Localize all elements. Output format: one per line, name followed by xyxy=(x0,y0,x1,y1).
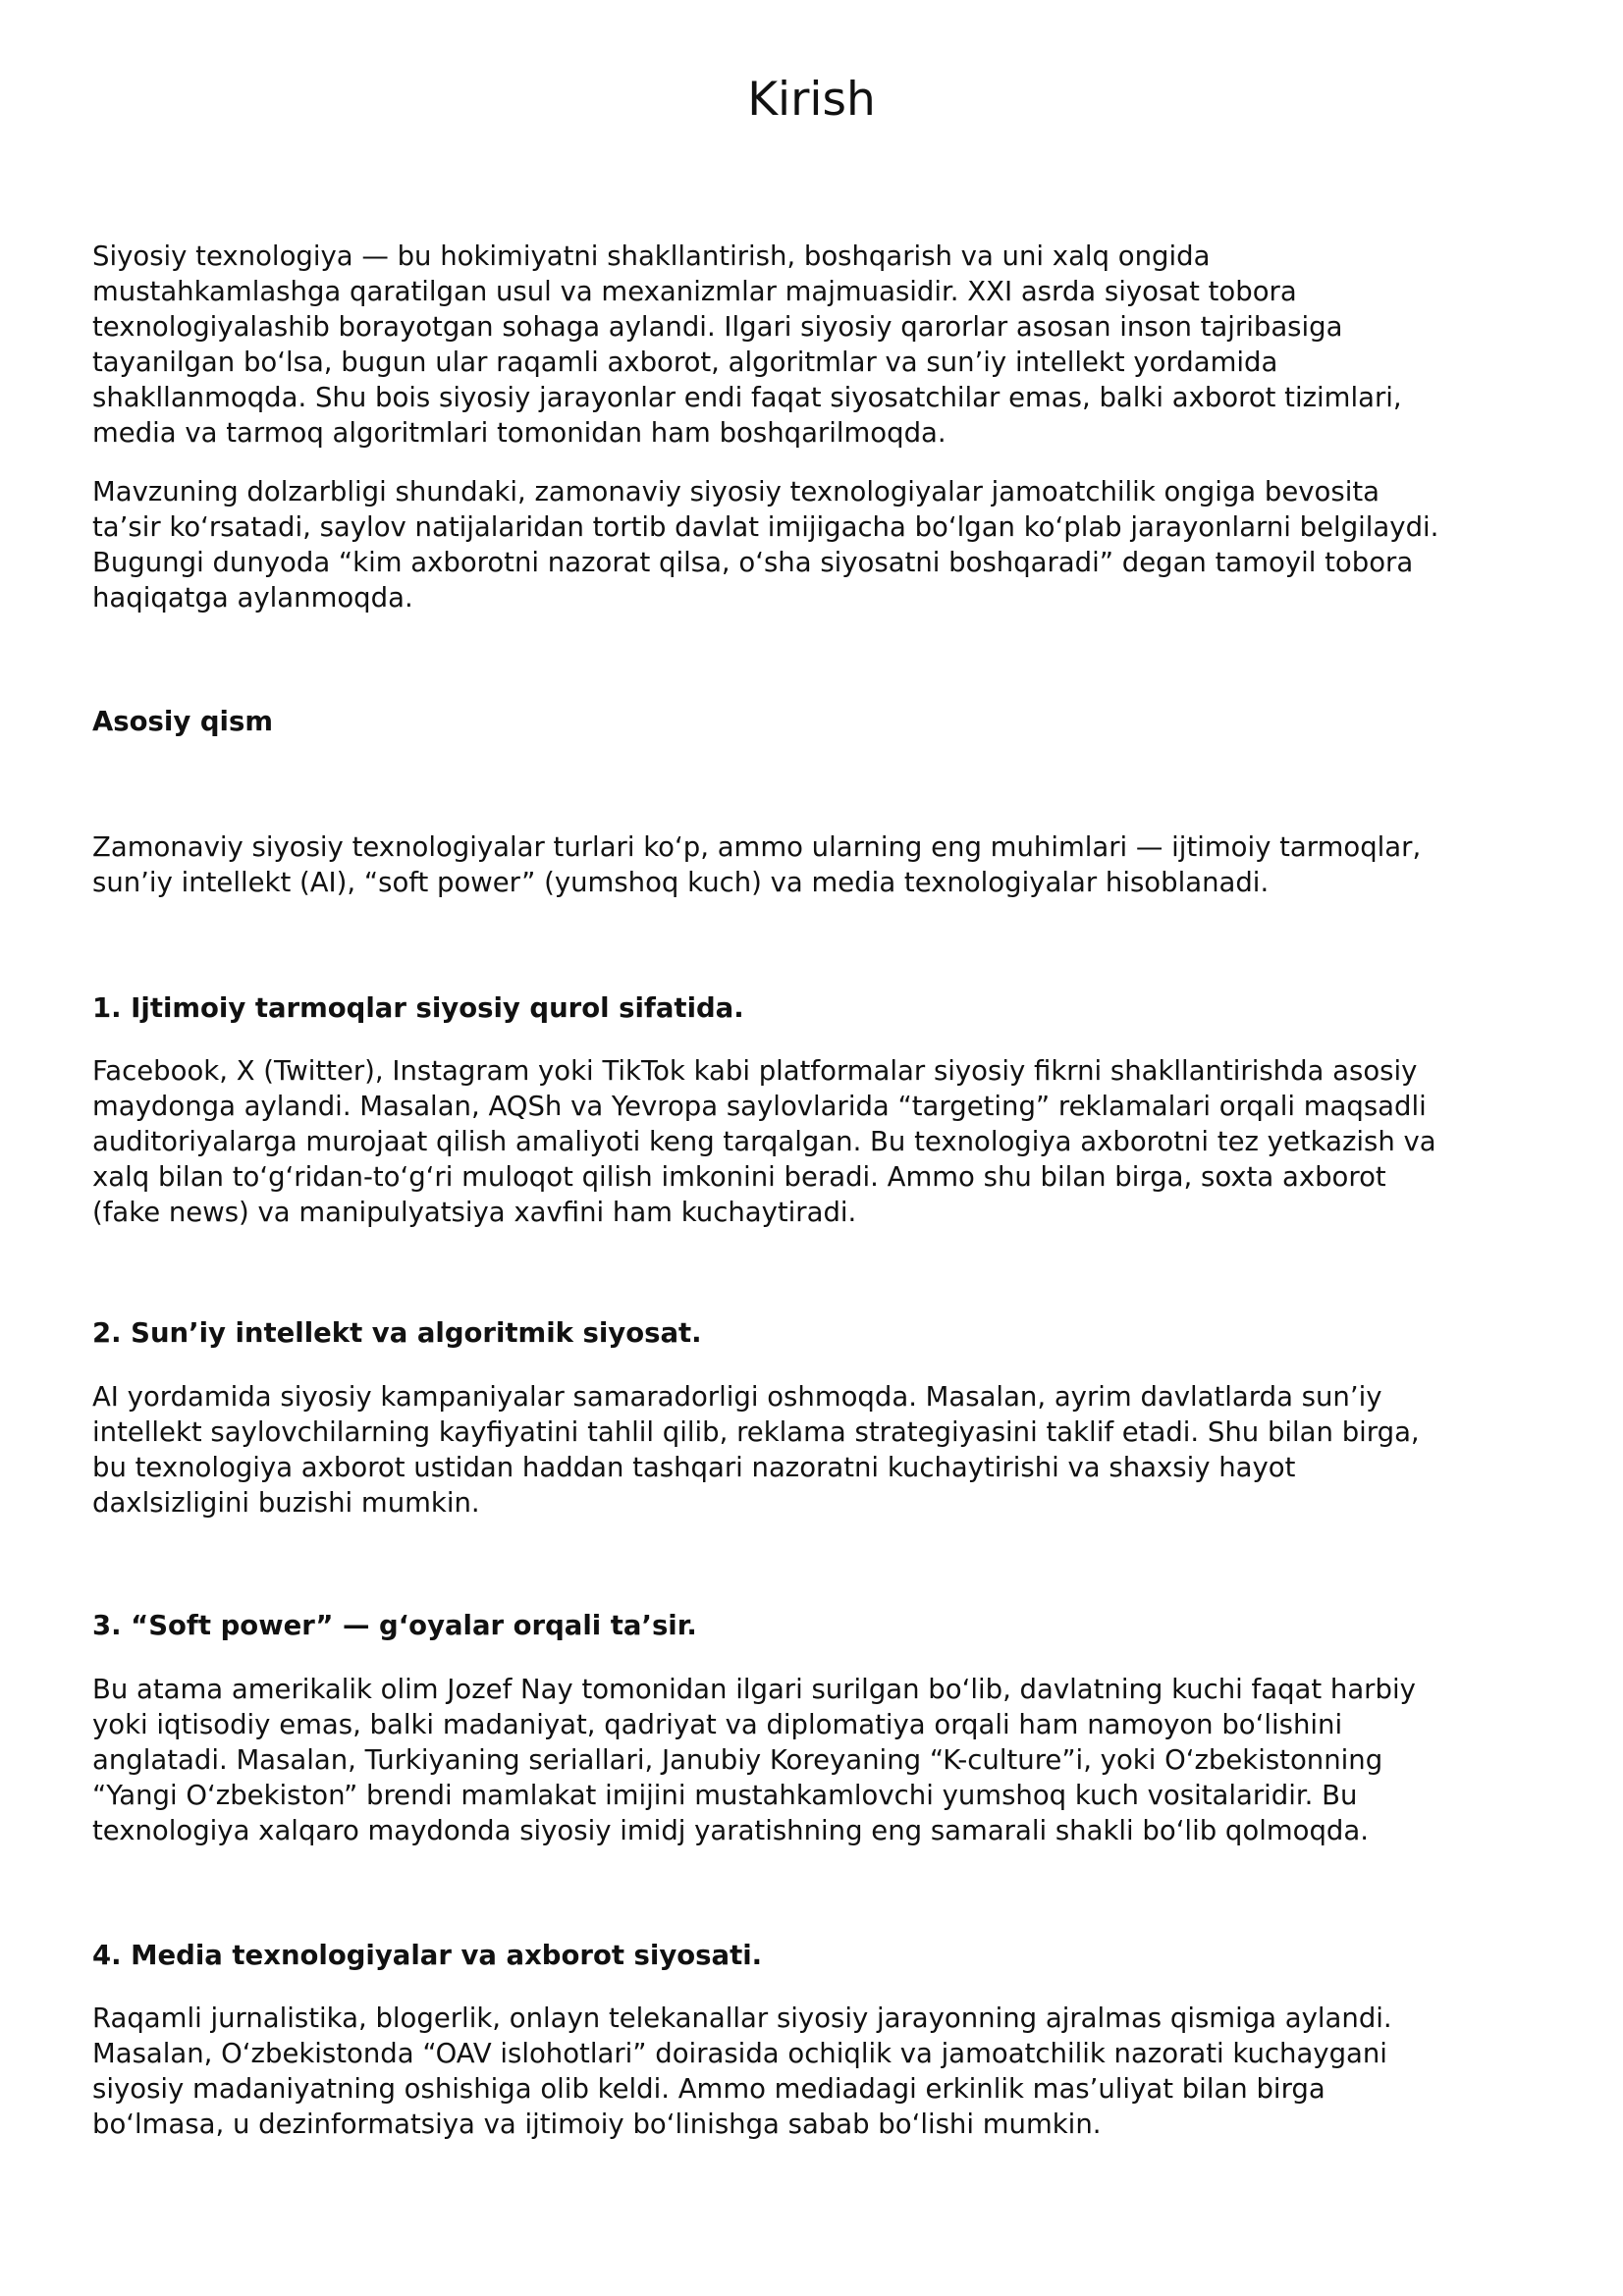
text-line: yoki iqtisodiy emas, balki madaniyat, qadriyat va diplomatiya orqali ham namoyon bo‘lishini xyxy=(92,1709,1343,1740)
text-line: bu texnologiya axborot ustidan haddan tashqari nazoratni kuchaytirishi va shaxsiy hayot xyxy=(92,1452,1296,1483)
text-line: media va tarmoq algoritmlari tomonidan ham boshqarilmoqda. xyxy=(92,417,947,449)
text-line: siyosiy madaniyatning oshishiga olib keldi. Ammo mediadagi erkinlik mas’uliyat bilan birga xyxy=(92,2073,1325,2105)
text-line: Siyosiy texnologiya — bu hokimiyatni shakllantirish, boshqarish va uni xalq ongida xyxy=(92,240,1211,272)
text-line: Mavzuning dolzarbligi shundaki, zamonaviy siyosiy texnologiyalar jamoatchilik ongiga bevosita xyxy=(92,476,1380,507)
section-heading-1: 1. Ijtimoiy tarmoqlar siyosiy qurol sifatida. xyxy=(92,992,744,1024)
text-line: Zamonaviy siyosiy texnologiyalar turlari ko‘p, ammo ularning eng muhimlari — ijtimoiy tarmoqlar, xyxy=(92,831,1422,863)
section-heading-2: 2. Sun’iy intellekt va algoritmik siyosat. xyxy=(92,1317,702,1349)
text-line: bo‘lmasa, u dezinformatsiya va ijtimoiy bo‘linishga sabab bo‘lishi mumkin. xyxy=(92,2109,1102,2140)
text-line: auditoriyalarga murojaat qilish amaliyoti keng tarqalgan. Bu texnologiya axborotni tez yetkazish va xyxy=(92,1126,1436,1157)
text-line: xalq bilan to‘g‘ridan-to‘g‘ri muloqot qilish imkonini beradi. Ammo shu bilan birga, soxta axborot xyxy=(92,1161,1386,1193)
section-heading-3: 3. “Soft power” — g‘oyalar orqali ta’sir. xyxy=(92,1610,697,1641)
text-line: haqiqatga aylanmoqda. xyxy=(92,582,413,614)
intro-paragraph-1 xyxy=(92,239,1545,451)
section-paragraph-3 xyxy=(92,1672,1545,1848)
section-heading-main: Asosiy qism xyxy=(92,706,273,737)
text-line: tayanilgan bo‘lsa, bugun ular raqamli axborot, algoritmlar va sun’iy intellekt yordamida xyxy=(92,347,1278,378)
text-line: texnologiya xalqaro maydonda siyosiy imidj yaratishning eng samarali shakli bo‘lib qolmoqda. xyxy=(92,1815,1369,1846)
text-line: sun’iy intellekt (AI), “soft power” (yumshoq kuch) va media texnologiyalar hisoblanadi. xyxy=(92,867,1270,898)
text-line: Raqamli jurnalistika, blogerlik, onlayn telekanallar siyosiy jarayonning ajralmas qismiga aylandi. xyxy=(92,2002,1392,2034)
text-line: maydonga aylandi. Masalan, AQSh va Yevropa saylovlarida “targeting” reklamalari orqali maqsadli xyxy=(92,1091,1427,1122)
intro-paragraph-2 xyxy=(92,474,1545,615)
main-intro-paragraph xyxy=(92,829,1545,900)
text-line: anglatadi. Masalan, Turkiyaning seriallari, Janubiy Koreyaning “K-culture”i, yoki O‘zbekistonning xyxy=(92,1744,1383,1776)
text-line: (fake news) va manipulyatsiya xavfini ham kuchaytiradi. xyxy=(92,1197,857,1228)
text-line: daxlsizligini buzishi mumkin. xyxy=(92,1487,480,1519)
text-line: intellekt saylovchilarning kayfiyatini tahlil qilib, reklama strategiyasini taklif etadi. Shu bilan birga, xyxy=(92,1416,1420,1448)
text-line: ta’sir ko‘rsatadi, saylov natijalaridan tortib davlat imijigacha bo‘lgan ko‘plab jarayonlarni belgilaydi. xyxy=(92,511,1439,543)
text-line: mustahkamlashga qaratilgan usul va mexanizmlar majmuasidir. XXI asrda siyosat tobora xyxy=(92,276,1297,307)
text-line: AI yordamida siyosiy kampaniyalar samaradorligi oshmoqda. Masalan, ayrim davlatlarda sun’iy xyxy=(92,1381,1382,1413)
section-heading-4: 4. Media texnologiyalar va axborot siyosati. xyxy=(92,1940,763,1971)
text-line: Bu atama amerikalik olim Jozef Nay tomonidan ilgari surilgan bo‘lib, davlatning kuchi faqat harbiy xyxy=(92,1674,1416,1705)
text-line: Bugungi dunyoda “kim axborotni nazorat qilsa, o‘sha siyosatni boshqaradi” degan tamoyil tobora xyxy=(92,547,1414,578)
section-paragraph-1 xyxy=(92,1053,1545,1230)
text-line: “Yangi O‘zbekiston” brendi mamlakat imijini mustahkamlovchi yumshoq kuch vositalaridir. Bu xyxy=(92,1780,1358,1811)
section-paragraph-2 xyxy=(92,1379,1545,1521)
text-line: shakllanmoqda. Shu bois siyosiy jarayonlar endi faqat siyosatchilar emas, balki axborot tizimlari, xyxy=(92,382,1402,413)
page-title: Kirish xyxy=(747,73,876,127)
section-paragraph-4 xyxy=(92,2001,1545,2142)
text-line: texnologiyalashib borayotgan sohaga aylandi. Ilgari siyosiy qarorlar asosan inson tajribasiga xyxy=(92,311,1343,343)
text-line: Facebook, X (Twitter), Instagram yoki TikTok kabi platformalar siyosiy fikrni shakllantirishda asosiy xyxy=(92,1055,1418,1087)
text-line: Masalan, O‘zbekistonda “OAV islohotlari” doirasida ochiqlik va jamoatchilik nazorati kuchaygani xyxy=(92,2038,1387,2069)
